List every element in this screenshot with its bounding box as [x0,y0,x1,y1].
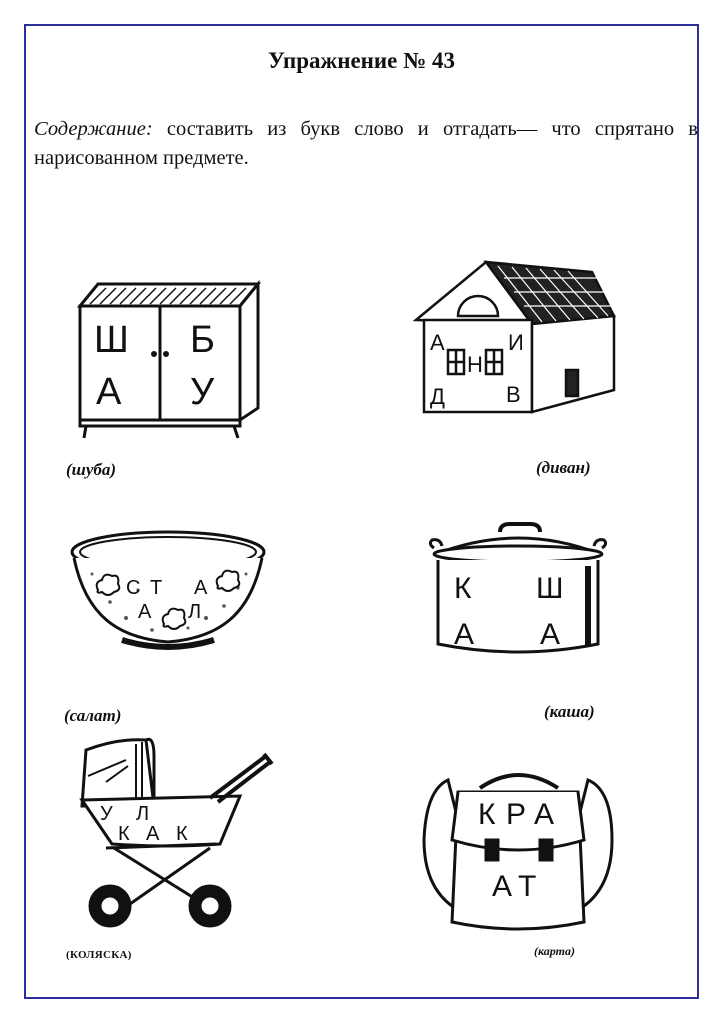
stroller-caption: (КОЛЯСКА) [66,949,132,961]
bowl-letter: А [194,577,208,599]
house-letter: В [506,382,521,407]
house-letter: И [508,330,524,355]
bowl-picture [68,526,268,656]
bowl-letter: С [126,577,141,599]
backpack-picture [418,760,618,940]
backpack-letter: А [534,798,555,831]
bowl-caption: (салат) [64,706,122,725]
house-letter: Н [467,352,483,377]
wardrobe-letter: У [190,371,215,413]
description-label: Содержание: [34,118,153,140]
pot-letter: А [540,618,561,651]
exercise-description [34,115,698,173]
wardrobe-caption: (шуба) [66,460,117,479]
stroller-letter: А [146,823,160,845]
backpack-letter: Р [506,798,527,831]
pot-letter: К [454,572,472,605]
bowl-letter: Л [188,601,202,623]
wardrobe-letter: Ш [94,319,129,361]
wardrobe-letter: А [96,371,122,413]
backpack-letter: Т [518,870,537,903]
stroller-picture [70,736,280,936]
bowl-letter: Т [150,577,163,599]
house-letter: Д [430,384,445,409]
pot-picture [428,522,608,667]
pot-letter: Ш [536,572,564,605]
stroller-letter: У [100,803,113,825]
pot-letter: А [454,618,475,651]
backpack-caption: (карта) [534,944,575,958]
wardrobe-letter: Б [190,319,215,361]
description-text: составить из букв слово и отгадать— что спрятано в нарисованном предмете. [34,118,698,169]
stroller-letter: К [176,823,188,845]
bowl-letter: А [138,601,152,623]
exercise-title: Упражнение № 43 [268,48,455,73]
wardrobe-picture [76,280,266,445]
house-caption: (диван) [536,458,591,477]
house-picture [414,258,619,418]
backpack-letter: А [492,870,513,903]
pot-caption: (каша) [544,702,595,721]
stroller-letter: К [118,823,130,845]
stroller-letter: Л [136,803,150,825]
backpack-letter: К [478,798,496,831]
house-letter: А [430,330,445,355]
